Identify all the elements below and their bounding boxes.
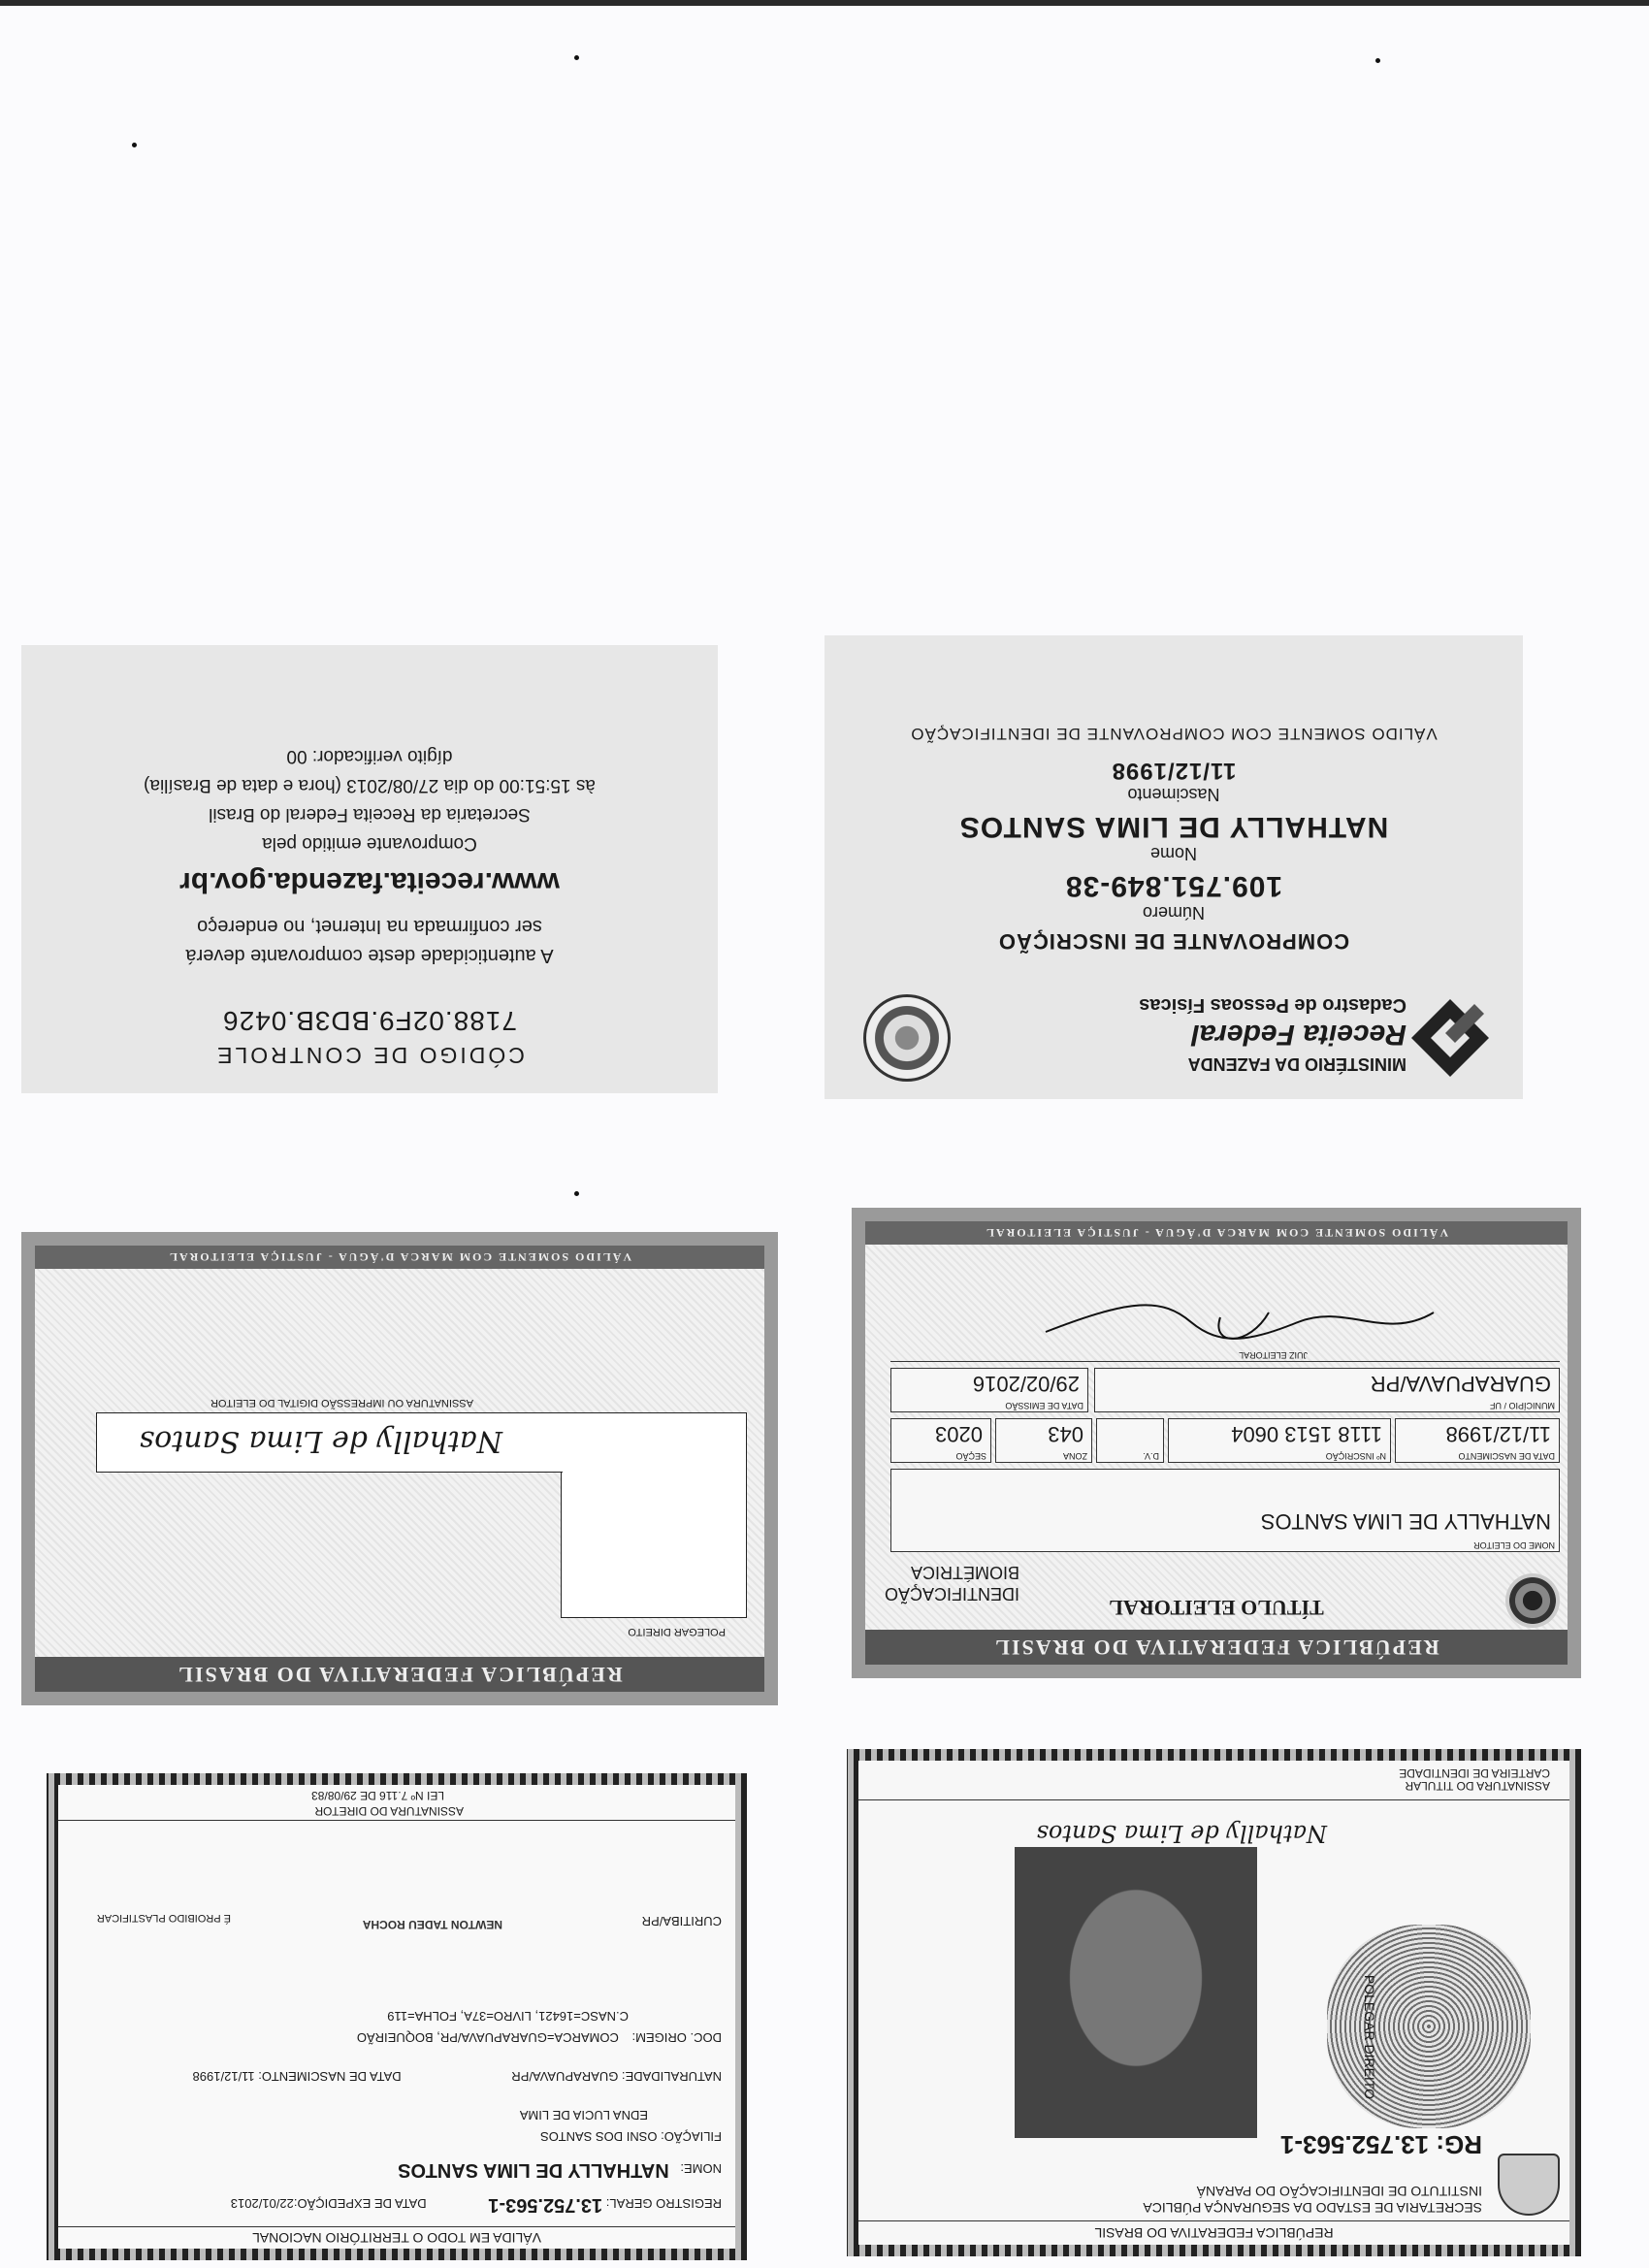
voter-banner: REPÚBLICA FEDERATIVA DO BRASIL: [865, 1630, 1568, 1665]
scan-top-edge: [0, 0, 1649, 6]
control-code-label: CÓDIGO DE CONTROLE: [214, 1043, 525, 1068]
receita-website: www.receita.fazenda.gov.br: [179, 866, 560, 898]
cpf-name-label: Nome: [1150, 844, 1198, 863]
scan-speck: [132, 143, 137, 147]
voter-back-banner: REPÚBLICA FEDERATIVA DO BRASIL: [35, 1657, 764, 1692]
cpf-validity: VÁLIDO SOMENTE COM COMPROVANTE DE IDENTIFICAÇÃO: [910, 725, 1438, 743]
cpf-name: NATHALLY DE LIMA SANTOS: [958, 811, 1389, 843]
voter-secao: 0203: [935, 1422, 983, 1446]
voter-city-label: MUNICÍPIO / UF: [1490, 1401, 1555, 1410]
rg-doc-label: DOC. ORIGEM:: [631, 2030, 722, 2045]
judge-box: [890, 1282, 1560, 1362]
voter-issue-box: [890, 1368, 1088, 1412]
cpf-title: COMPROVANTE DE INSCRIÇÃO: [997, 929, 1350, 954]
cpf-number-label: Número: [1142, 903, 1206, 923]
voter-birth: 11/12/1998: [1445, 1422, 1551, 1446]
fingerprint-icon: [1327, 1925, 1531, 2128]
sec-line-1: SECRETARIA DE ESTADO DA SEGURANÇA PÚBLICA: [1143, 2200, 1482, 2216]
rg-nat-label: NATURALIDADE:: [621, 2069, 722, 2084]
rg-thumb-label: POLEGAR DIREITO: [1362, 1974, 1377, 2099]
receita-control-panel: [21, 645, 718, 1093]
check-digit: dígito verificador: 00: [286, 746, 453, 766]
voter-back-body: [35, 1269, 764, 1657]
rg-nat-row: [193, 2069, 722, 2084]
rg-reg-value: 13.752.563-1: [488, 2194, 603, 2216]
cpf-number: 109.751.849-38: [1064, 870, 1283, 902]
voter-secao-box: [890, 1418, 991, 1463]
voter-front-body: [865, 1245, 1568, 1630]
parana-badge-icon: [1498, 2154, 1560, 2216]
director-sig-label: ASSINATURA DO DIRETOR: [314, 1804, 464, 1818]
bio-line-2: BIOMÉTRICA: [911, 1563, 1020, 1582]
photo-portrait: [1015, 1847, 1257, 2138]
voter-issue-label: DATA DE EMISSÃO: [1005, 1401, 1083, 1410]
biometric-label: [885, 1562, 1019, 1604]
emitted-text-3: às 15:51:00 do dia 27/08/2013 (hora e data de Brasília): [144, 775, 596, 795]
voter-reg: 1118 1513 0604: [1231, 1422, 1382, 1446]
rg-name-value: NATHALLY DE LIMA SANTOS: [398, 2159, 669, 2181]
bio-line-1: IDENTIFICAÇÃO: [885, 1584, 1020, 1604]
rg-sig-caption: [1399, 1766, 1550, 1792]
rg-filiacao-row: [540, 2129, 722, 2144]
rg-reg-row: [231, 2193, 722, 2216]
voter-zona-label: ZONA: [1062, 1451, 1087, 1461]
rg-sig-label: ASSINATURA DO TITULAR: [1405, 1779, 1550, 1793]
rg-card-front: [847, 1749, 1581, 2256]
emitted-text-1: Comprovante emitido pela: [262, 833, 477, 854]
voter-title: TÍTULO ELEITORAL: [1109, 1596, 1324, 1620]
judge-label: JUIZ ELEITORAL: [1239, 1350, 1308, 1360]
cpf-header: [863, 965, 1504, 1082]
voter-name: NATHALLY DE LIMA SANTOS: [1260, 1509, 1551, 1534]
cpf-birth: 11/12/1998: [1111, 758, 1237, 784]
voter-birth-label: DATA DE NASCIMENTO: [1458, 1451, 1555, 1461]
auth-text-1: A autenticidade deste comprovante deverá: [185, 945, 554, 966]
rg-birth: DATA DE NASCIMENTO: 11/12/1998: [192, 2069, 402, 2084]
rg-name-label: NOME:: [680, 2161, 722, 2176]
registry-label: Cadastro de Pessoas Físicas: [1139, 994, 1406, 1016]
rg-filiacao-label: FILIAÇÃO:: [661, 2129, 722, 2144]
voter-signature: Nathally de Lima Santos: [139, 1424, 502, 1458]
voter-reg-label: Nº INSCRIÇÃO: [1325, 1451, 1386, 1461]
rg-card-back: [47, 1773, 747, 2260]
rg-front-header: REPÚBLICA FEDERATIVA DO BRASIL: [858, 2220, 1569, 2245]
rg-father: OSNI DOS SANTOS: [540, 2129, 658, 2144]
law-label: LEI Nº 7.116 DE 29/08/83: [311, 1789, 444, 1802]
cpf-birth-label: Nascimento: [1127, 785, 1220, 804]
receita-logo-icon: [1406, 994, 1494, 1082]
coat-of-arms-icon: [1505, 1573, 1560, 1628]
voter-issue: 29/02/2016: [972, 1372, 1080, 1396]
voter-zona-box: [995, 1418, 1092, 1463]
voter-front-footer: VÁLIDO SOMENTE COM MARCA D'ÁGUA - JUSTIÇA ELEITORAL: [865, 1221, 1568, 1245]
voter-name-box: [890, 1469, 1560, 1552]
rg-back-header: VÁLIDA EM TODO O TERRITÓRIO NACIONAL: [58, 2226, 735, 2249]
rg-signature-footer: [858, 1761, 1569, 1800]
director-stamp: [270, 1870, 502, 1967]
brazil-seal-icon: [863, 994, 951, 1082]
voter-zona: 043: [1048, 1422, 1083, 1446]
voter-card-back: [21, 1232, 778, 1705]
plastify-warning: É PROIBIDO PLASTIFICAR: [96, 1912, 231, 1924]
thumb-label: POLEGAR DIREITO: [628, 1626, 726, 1637]
judge-signature-icon: [1036, 1293, 1443, 1351]
scan-speck: [1375, 58, 1380, 63]
rg-mother: EDNA LUCIA DE LIMA: [519, 2108, 648, 2122]
voter-city: GUARAPUAVA/PR: [1370, 1372, 1551, 1396]
voter-dv-box: [1096, 1418, 1164, 1463]
rg-doc-2: C.NASC=16421, LIVRO=37A, FOLHA=119: [387, 2009, 629, 2024]
rg-card-label: CARTEIRA DE IDENTIDADE: [1399, 1766, 1550, 1780]
voter-name-label: NOME DO ELEITOR: [1473, 1540, 1555, 1550]
emitted-text-2: Secretaria da Receita Federal do Brasil: [209, 804, 531, 825]
scan-speck: [574, 55, 579, 60]
voter-dv-label: D.V.: [1143, 1451, 1159, 1461]
rg-exp-date: DATA DE EXPEDIÇÃO:22/01/2013: [230, 2196, 427, 2211]
rg-reg-label: REGISTRO GERAL:: [605, 2196, 722, 2211]
rg-signature: Nathally de Lima Santos: [1036, 1820, 1327, 1847]
voter-card-front: [852, 1208, 1581, 1678]
voter-birth-box: [1395, 1418, 1560, 1463]
voter-secao-label: SEÇÃO: [955, 1451, 986, 1461]
signature-label: ASSINATURA OU IMPRESSÃO DIGITAL DO ELEITOR: [210, 1397, 473, 1409]
sec-line-2: INSTITUTO DE IDENTIFICAÇÃO DO PARANÁ: [1196, 2184, 1482, 2199]
rg-nat-value: GUARAPUAVA/PR: [511, 2069, 619, 2084]
rg-city: CURITIBA/PR: [641, 1914, 722, 1928]
thumbprint-box: [561, 1412, 747, 1618]
rg-doc-row: [357, 2030, 722, 2045]
rg-name-row: [398, 2158, 722, 2181]
rg-number: RG: 13.752.563-1: [1279, 2130, 1482, 2159]
director-name: NEWTON TADEU ROCHA: [362, 1918, 502, 1931]
cpf-card: [824, 635, 1523, 1099]
auth-text-2: ser confirmada na Internet, no endereço: [197, 916, 542, 937]
agency-label: Receita Federal: [1191, 1019, 1406, 1051]
rg-doc-1: COMARCA=GUARAPUAVA/PR, BOQUEIRÃO: [356, 2030, 619, 2045]
voter-reg-box: [1168, 1418, 1391, 1463]
ministry-label: MINISTÉRIO DA FAZENDA: [1187, 1054, 1406, 1074]
control-code: 7188.02F9.BD3B.0426: [222, 1006, 517, 1036]
cpf-body: [824, 724, 1523, 954]
rg-back-footer: [58, 1785, 735, 1821]
voter-back-footer: VÁLIDO SOMENTE COM MARCA D'ÁGUA - JUSTIÇA ELEITORAL: [35, 1246, 764, 1269]
rg-secretaria: [1143, 2183, 1482, 2216]
scan-speck: [574, 1191, 579, 1196]
voter-city-box: [1094, 1368, 1560, 1412]
